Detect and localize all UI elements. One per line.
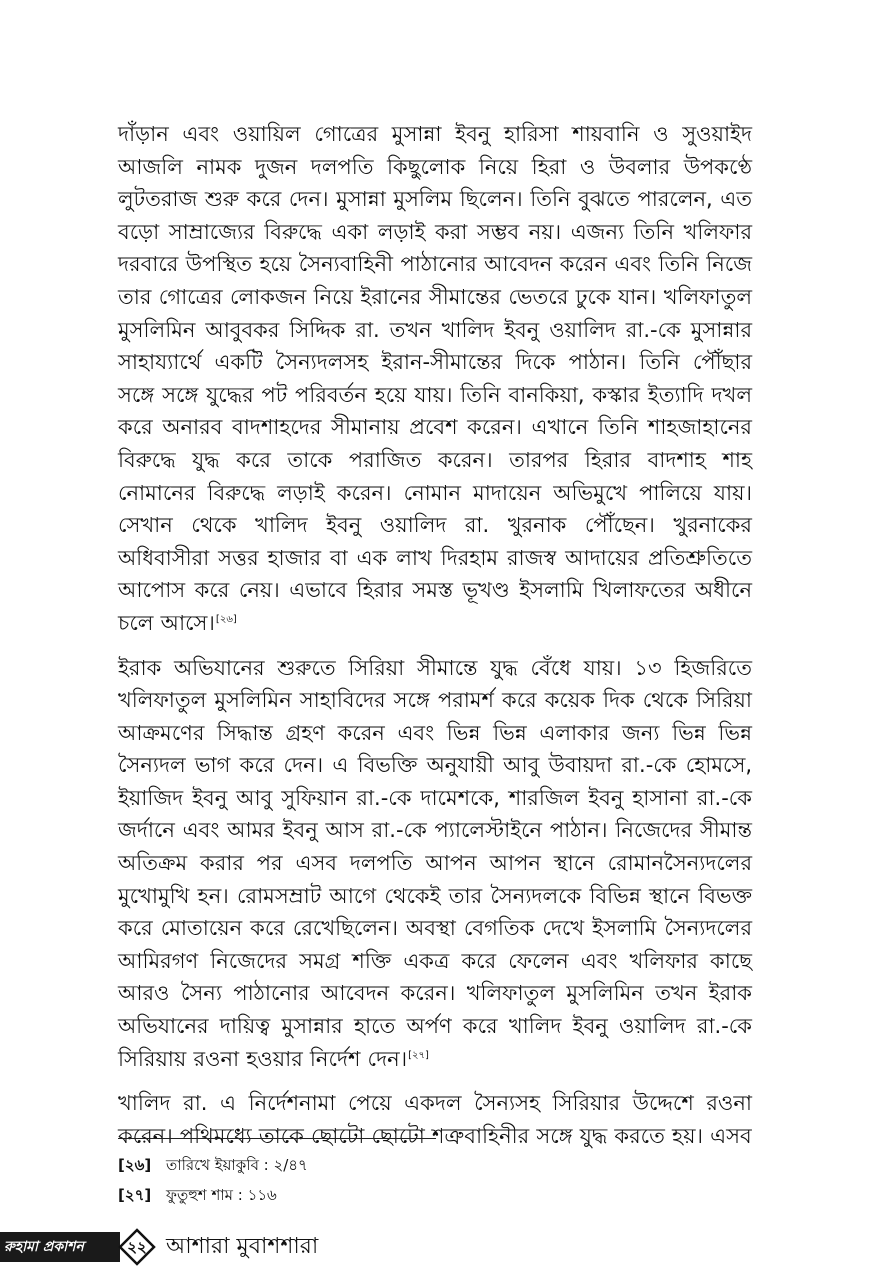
footnote-ref-26: [২৬]	[215, 613, 237, 625]
footnote-ref-27: [২৭]	[408, 1049, 429, 1061]
publisher-logo	[0, 1232, 120, 1262]
paragraph-1	[118, 118, 752, 640]
paragraph-2	[118, 652, 752, 1076]
footnote-text: ফুতুহুশ শাম : ১১৬	[166, 1186, 277, 1204]
paragraph-1-text: দাঁড়ান এবং ওয়ায়িল গোত্রের মুসান্না ইবনু হারিসা শায়বানি ও সুওয়াইদ আজলি নামক দুজন দলপতি কিছুলোক নিয়ে হিরা ও উবলার উপকণ্ঠে লুটতরাজ শুরু করে দেন। মুসান্না মুসলিম ছিলেন। তিনি বুঝতে পারলেন, এত বড়ো সাম্রাজ্যের বিরুদ্ধে একা লড়াই করা সম্ভব নয়। এজন্য তিনি খলিফার দরবারে উপস্থিত হয়ে সৈন্যবাহিনী পাঠানোর আবেদন করেন এবং তিনি নিজে তার গোত্রের লোকজন নিয়ে ইরানের সীমান্তের ভেতরে ঢুকে যান। খলিফাতুল মুসলিমিন আবুবকর সিদ্দিক রা. তখন খালিদ ইবনু ওয়ালিদ রা.-কে মুসান্নার সাহায্যার্থে একটি সৈন্যদলসহ ইরান-সীমান্তের দিকে পাঠান। তিনি পৌঁছার সঙ্গে সঙ্গে যুদ্ধের পট পরিবর্তন হয়ে যায়। তিনি বানকিয়া, কস্কার ইত্যাদি দখল করে অনারব বাদশাহদের সীমানায় প্রবেশ করেন। এখানে তিনি শাহজাহানের বিরুদ্ধে যুদ্ধ করে তাকে পরাজিত করেন। তারপর হিরার বাদশাহ শাহ নোমানের বিরুদ্ধে লড়াই করেন। নোমান মাদায়েন অভিমুখে পালিয়ে যায়। সেখান থেকে খালিদ ইবনু ওয়ালিদ রা. খুরনাক পৌঁছেন। খুরনাকের অধিবাসীরা সত্তর হাজার বা এক লাখ দিরহাম রাজস্ব আদায়ের প্রতিশ্রুতিতে আপোস করে নেয়। এভাবে হিরার সমস্ত ভূখণ্ড ইসলামি খিলাফতের অধীনে চলে আসে।	[118, 122, 752, 635]
footnote-divider	[118, 1138, 436, 1139]
page-footer	[0, 1222, 870, 1274]
footnote-number: [২৬]	[118, 1156, 152, 1174]
footnote-number: [২৭]	[118, 1186, 152, 1204]
paragraph-3	[118, 1087, 752, 1152]
footnote-item	[118, 1180, 752, 1210]
page-number: ২২	[127, 1238, 147, 1256]
paragraph-3-text: খালিদ রা. এ নির্দেশনামা পেয়ে একদল সৈন্যসহ সিরিয়ার উদ্দেশে রওনা করেন। পথিমধ্যে তাকে ছোটো ছোটো শত্রুবাহিনীর সঙ্গে যুদ্ধ করতে হয়। এসব	[118, 1091, 752, 1148]
paragraph-2-text: ইরাক অভিযানের শুরুতে সিরিয়া সীমান্তে যুদ্ধ বেঁধে যায়। ১৩ হিজরিতে খলিফাতুল মুসলিমিন সাহাবিদের সঙ্গে পরামর্শ করে কয়েক দিক থেকে সিরিয়া আক্রমণের সিদ্ধান্ত গ্রহণ করেন এবং ভিন্ন ভিন্ন এলাকার জন্য ভিন্ন ভিন্ন সৈন্যদল ভাগ করে দেন। এ বিভক্তি অনুযায়ী আবু উবায়দা রা.-কে হোমসে, ইয়াজিদ ইবনু আবু সুফিয়ান রা.-কে দামেশকে, শারজিল ইবনু হাসানা রা.-কে জর্দানে এবং আমর ইবনু আস রা.-কে প্যালেস্টাইনে পাঠান। নিজেদের সীমান্ত অতিক্রম করার পর এসব দলপতি আপন আপন স্থানে রোমানসৈন্যদলের মুখোমুখি হন। রোমসম্রাট আগে থেকেই তার সৈন্যদলকে বিভিন্ন স্থানে বিভক্ত করে মোতায়েন করে রেখেছিলেন। অবস্থা বেগতিক দেখে ইসলামি সৈন্যদলের আমিরগণ নিজেদের সমগ্র শক্তি একত্র করে ফেলেন এবং খলিফার কাছে আরও সৈন্য পাঠানোর আবেদন করেন। খলিফাতুল মুসলিমিন তখন ইরাক অভিযানের দায়িত্ব মুসান্নার হাতে অর্পণ করে খালিদ ইবনু ওয়ালিদ রা.-কে সিরিয়ায় রওনা হওয়ার নির্দেশ দেন।	[118, 655, 752, 1071]
running-title: আশারা মুবাশশারা	[166, 1234, 319, 1259]
footnotes	[118, 1150, 752, 1210]
publisher-name: রুহামা প্রকাশন	[4, 1239, 84, 1255]
body-text	[118, 118, 752, 1164]
footnote-text: তারিখে ইয়াকুবি : ২/৪৭	[166, 1156, 308, 1174]
footnote-item	[118, 1150, 752, 1180]
